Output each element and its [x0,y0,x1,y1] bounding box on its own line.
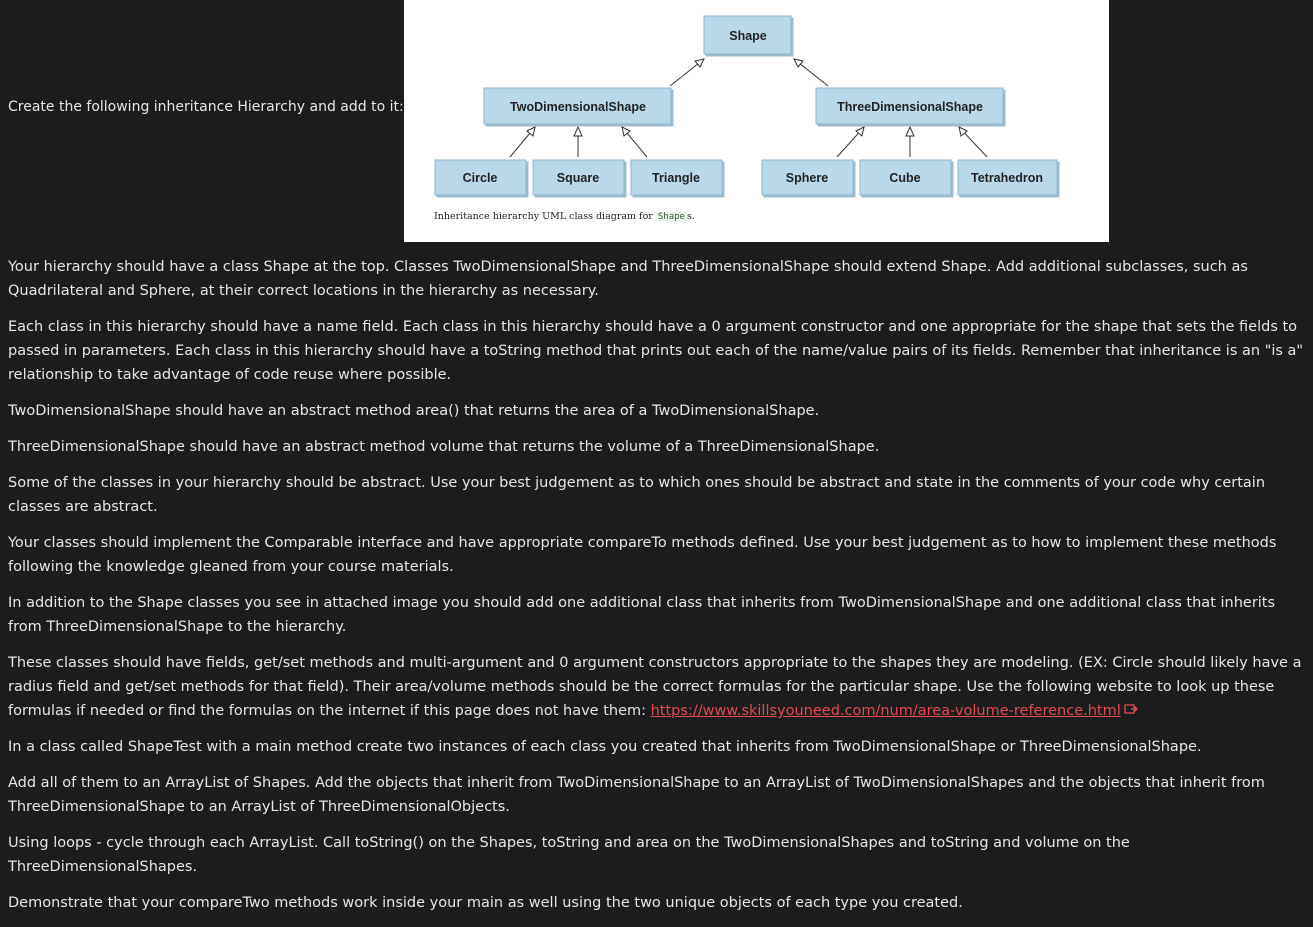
node-three-dimensional-shape [816,88,1003,124]
node-sphere [762,160,853,195]
caption-code: Shape [657,212,685,222]
node-cube-label: Cube [889,171,921,185]
node-sphere-label: Sphere [785,171,829,185]
paragraph-volume: ThreeDimensionalShape should have an abstract method volume that returns the volume of a ThreeDimensionalShape. [8,439,880,455]
node-triangle-label: Triangle [652,171,700,185]
node-circle-label: Circle [462,171,498,185]
paragraph-arraylists: Add all of them to an ArrayList of Shapes. Add the objects that inherit from TwoDimensionalShape to an ArrayList of TwoDimensionalShapes and the objects that inherit from ThreeDimensionalShape to an ArrayList of ThreeDimensionalObjects. [8,775,1265,815]
node-shape-label: Shape [729,29,767,43]
intro-text: Create the following inheritance Hierarchy and add to it: [8,99,404,115]
paragraph-comparable: Your classes should implement the Comparable interface and have appropriate compareTo methods defined. Use your best judgement as to how to implement these methods following the knowledge gleaned from your course materials. [8,535,1277,575]
uml-class-diagram [404,0,1109,242]
formulas-reference-link[interactable]: https://www.skillsyouneed.com/num/area-volume-reference.html [650,703,1121,719]
node-cube [860,160,951,195]
paragraph-shapetest: In a class called ShapeTest with a main method create two instances of each class you created that inherits from TwoDimensionalShape or ThreeDimensionalShape. [8,739,1202,755]
paragraph-demonstrate: Demonstrate that your compareTwo methods work inside your main as well using the two unique objects of each type you created. [8,895,963,911]
paragraph-additional-classes: In addition to the Shape classes you see in attached image you should add one additional class that inherits from TwoDimensionalShape and one additional class that inherits from ThreeDimensionalShape to the hierarchy. [8,595,1276,635]
node-tetrahedron [958,160,1057,195]
external-link-icon[interactable] [1124,699,1138,723]
node-shape [704,16,791,54]
uml-diagram-figure [404,0,1109,242]
paragraph-name-field: Each class in this hierarchy should have a name field. Each class in this hierarchy should have a 0 argument constructor and one appropriate for the shape that sets the fields to passed in parameters. Each class in this hierarchy should have a toString method that prints out each of the name/value pairs of its fields. Remember that inheritance is an "is a" relationship to take advantage of code reuse where possible. [8,319,1304,383]
caption-suffix: s. [686,211,695,222]
paragraph-hierarchy: Your hierarchy should have a class Shape at the top. Classes TwoDimensionalShape and ThreeDimensionalShape should extend Shape. Add additional subclasses, such as Quadrilateral and Sphere, at their correct locations in the hierarchy as necessary. [8,259,1248,299]
paragraph-fields-formulas [8,651,1304,723]
caption-text: Inheritance hierarchy UML class diagram for [434,211,656,222]
assignment-body [8,255,1304,927]
node-square [533,160,624,195]
node-circle [435,160,526,195]
node-tetrahedron-label: Tetrahedron [971,171,1043,185]
paragraph-loops: Using loops - cycle through each ArrayList. Call toString() on the Shapes, toString and area on the TwoDimensionalShapes and toString and volume on the ThreeDimensionalShapes. [8,835,1130,875]
node-square-label: Square [556,171,600,185]
node-three-dimensional-shape-label: ThreeDimensionalShape [837,100,983,114]
node-two-dimensional-shape [484,88,671,124]
node-two-dimensional-shape-label: TwoDimensionalShape [510,100,646,114]
paragraph-abstract: Some of the classes in your hierarchy should be abstract. Use your best judgement as to which ones should be abstract and state in the comments of your code why certain classes are abstract. [8,475,1266,515]
paragraph-fields-text: These classes should have fields, get/set methods and multi-argument and 0 argument constructors appropriate to the shapes they are modeling. (EX: Circle should likely have a radius field and get/set methods for that field). Their area/volume methods should be the correct formulas for the particular shape. Use the following website to look up these formulas if needed or find the formulas on the internet if this page does not have them: [8,655,1302,719]
paragraph-area: TwoDimensionalShape should have an abstract method area() that returns the area of a TwoDimensionalShape. [8,403,820,419]
figure-caption [434,211,695,222]
node-triangle [631,160,722,195]
